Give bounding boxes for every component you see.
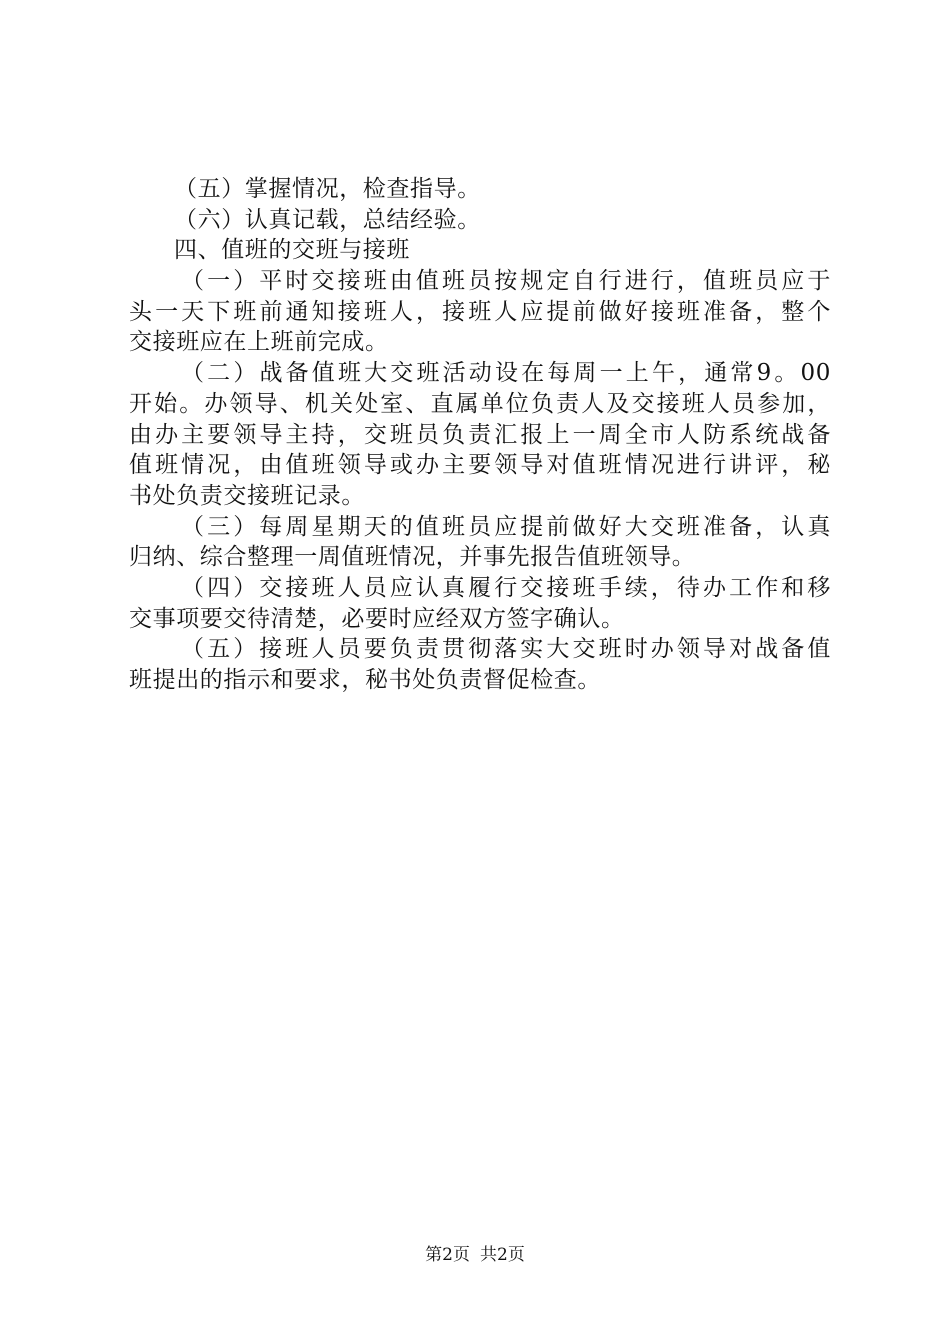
- document-body: [129, 174, 831, 696]
- paragraph-line: 班提出的指示和要求，秘书处负责督促检查。: [129, 667, 601, 693]
- paragraph-line: （三）每周星期天的值班员应提前做好大交班准备，认真: [181, 513, 831, 540]
- paragraph-line: （二）战备值班大交班活动设在每周一上午，通常9。00: [181, 360, 831, 387]
- paragraph-line: 开始。办领导、机关处室、直属单位负责人及交接班人员参加，: [129, 390, 831, 417]
- paragraph-line: 归纳、综合整理一周值班情况，并事先报告值班领导。: [129, 544, 696, 571]
- paragraph-line: 由办主要领导主持，交班员负责汇报上一周全市人防系统战备: [129, 421, 831, 448]
- paragraph-line: （六）认真记载，总结经验。: [174, 206, 481, 233]
- paragraph-line: 值班情况，由值班领导或办主要领导对值班情况进行讲评，秘: [129, 452, 831, 479]
- page-total: 共2页: [480, 1245, 525, 1265]
- paragraph-line: 头一天下班前通知接班人，接班人应提前做好接班准备，整个: [129, 298, 831, 325]
- page-footer: [0, 1243, 950, 1267]
- paragraph-line: （四）交接班人员应认真履行交接班手续，待办工作和移: [181, 574, 831, 601]
- paragraph-line: 交接班应在上班前完成。: [129, 329, 389, 356]
- section-heading: 四、值班的交班与接班: [174, 237, 410, 264]
- paragraph-line: 书处负责交接班记录。: [129, 482, 365, 509]
- paragraph-line: （五）接班人员要负责贯彻落实大交班时办领导对战备值: [181, 636, 831, 663]
- paragraph-line: 交事项要交待清楚，必要时应经双方签字确认。: [129, 605, 625, 632]
- paragraph-line: （一）平时交接班由值班员按规定自行进行，值班员应于: [181, 268, 831, 295]
- page-number: 第2页: [425, 1245, 470, 1265]
- paragraph-line: （五）掌握情况，检查指导。: [174, 176, 481, 202]
